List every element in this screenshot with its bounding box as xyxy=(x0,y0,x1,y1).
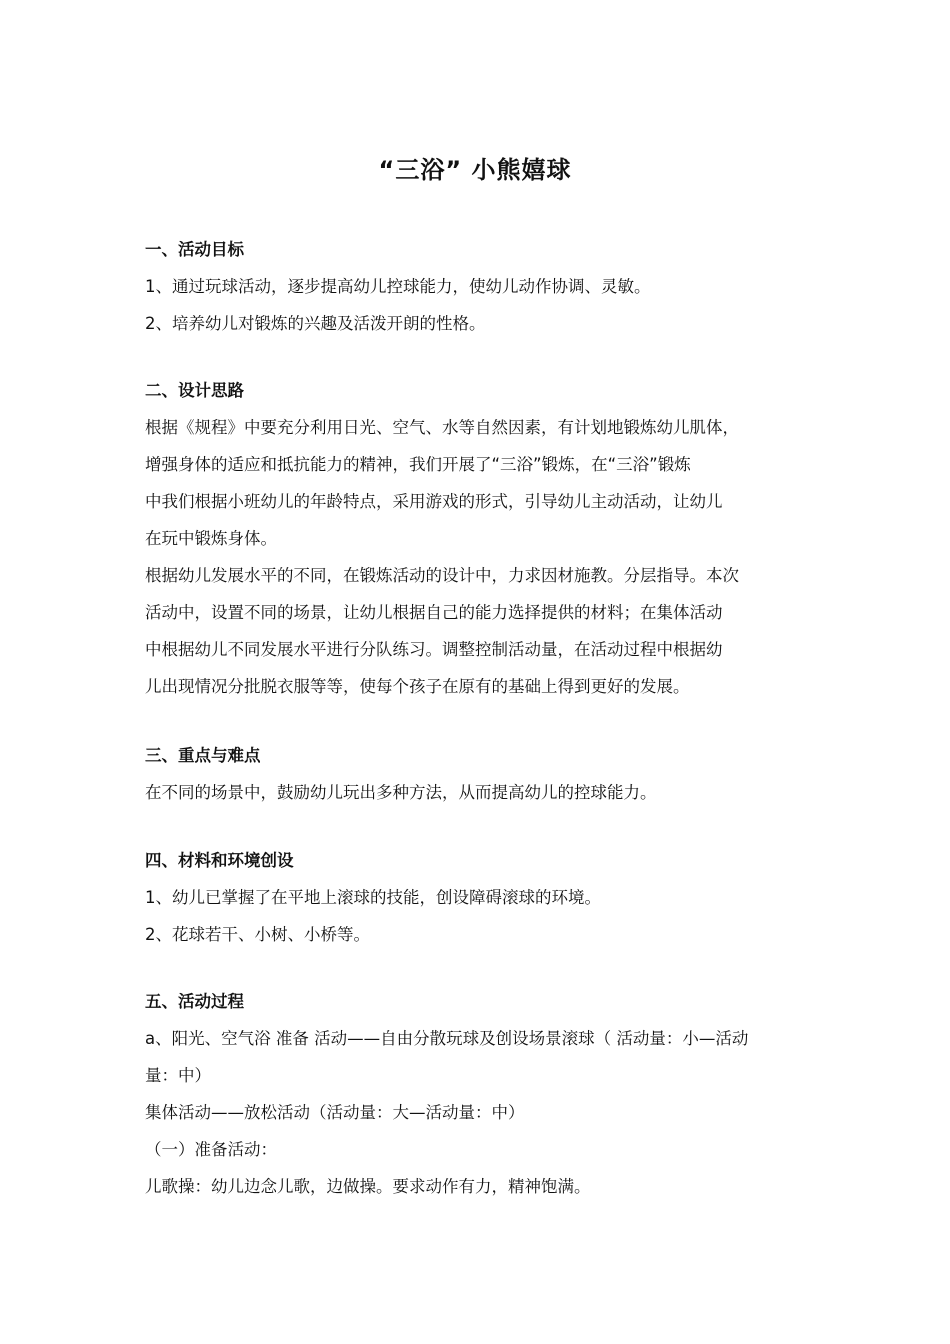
paragraph-line: a、阳光、空气浴 准备 活动——自由分散玩球及创设场景滚球（ 活动量：小—活动 xyxy=(145,1029,749,1048)
paragraph-line: 儿歌操：幼儿边念儿歌，边做操。要求动作有力，精神饱满。 xyxy=(145,1177,591,1196)
paragraph-line: 中我们根据小班幼儿的年龄特点，采用游戏的形式，引导幼儿主动活动，让幼儿 xyxy=(145,492,723,511)
paragraph-line: 增强身体的适应和抵抗能力的精神，我们开展了“三浴”锻炼，在“三浴”锻炼 xyxy=(145,455,691,474)
section-heading: 五、活动过程 xyxy=(145,992,244,1011)
document-title: “三浴” 小熊嬉球 xyxy=(378,156,572,184)
paragraph-line: 儿出现情况分批脱衣服等等，使每个孩子在原有的基础上得到更好的发展。 xyxy=(145,677,690,696)
paragraph-line: 在玩中锻炼身体。 xyxy=(145,529,277,548)
list-item: 2、培养幼儿对锻炼的兴趣及活泼开朗的性格。 xyxy=(145,314,486,333)
section-heading: 一、活动目标 xyxy=(145,240,244,259)
paragraph-line: 活动中，设置不同的场景，让幼儿根据自己的能力选择提供的材料；在集体活动 xyxy=(145,603,723,622)
section-activity-goals xyxy=(145,231,810,342)
section-design-idea xyxy=(145,372,810,705)
list-item: 1、通过玩球活动，逐步提高幼儿控球能力，使幼儿动作协调、灵敏。 xyxy=(145,277,651,296)
paragraph-line: 在不同的场景中，鼓励幼儿玩出多种方法，从而提高幼儿的控球能力。 xyxy=(145,783,657,802)
paragraph-line: 量：中） xyxy=(145,1066,211,1085)
paragraph-line: 根据幼儿发展水平的不同，在锻炼活动的设计中，力求因材施教。分层指导。本次 xyxy=(145,566,739,585)
list-item: 2、花球若干、小树、小桥等。 xyxy=(145,925,370,944)
paragraph-line: 集体活动——放松活动（活动量：大—活动量：中） xyxy=(145,1103,525,1122)
section-activity-process xyxy=(145,983,810,1205)
section-key-points xyxy=(145,737,810,811)
section-heading: 二、设计思路 xyxy=(145,381,244,400)
list-item: 1、幼儿已掌握了在平地上滚球的技能，创设障碍滚球的环境。 xyxy=(145,888,601,907)
paragraph-line: （一）准备活动： xyxy=(145,1140,277,1159)
section-heading: 三、重点与难点 xyxy=(145,746,261,765)
section-heading: 四、材料和环境创设 xyxy=(145,851,294,870)
paragraph-line: 中根据幼儿不同发展水平进行分队练习。调整控制活动量，在活动过程中根据幼 xyxy=(145,640,723,659)
paragraph-line: 根据《规程》中要充分利用日光、空气、水等自然因素，有计划地锻炼幼儿肌体， xyxy=(145,418,739,437)
section-materials xyxy=(145,842,810,953)
